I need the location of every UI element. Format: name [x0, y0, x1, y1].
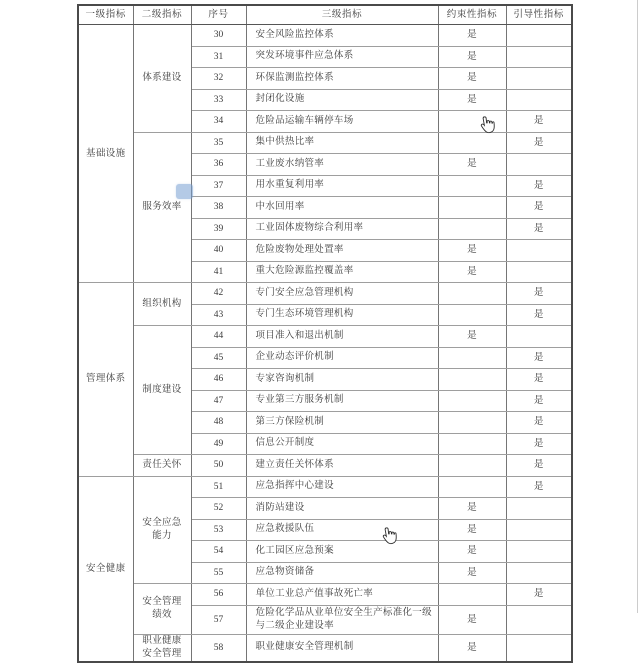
level3-indicator-cell: 专门安全应急管理机构: [246, 283, 438, 305]
level3-indicator-cell: 安全风险监控体系: [246, 25, 438, 47]
guide-indicator-cell: [506, 562, 572, 584]
level3-indicator-cell: 职业健康安全管理机制: [246, 634, 438, 662]
level3-indicator-cell: 项目准入和退出机制: [246, 326, 438, 348]
overlay-badge: [176, 184, 193, 199]
constraint-indicator-cell: [438, 197, 506, 219]
constraint-indicator-cell: 是: [438, 605, 506, 634]
level3-indicator-cell: 建立责任关怀体系: [246, 455, 438, 477]
constraint-indicator-cell: 是: [438, 154, 506, 176]
guide-indicator-cell: 是: [506, 390, 572, 412]
guide-indicator-cell: 是: [506, 433, 572, 455]
guide-indicator-cell: [506, 240, 572, 262]
table-row: [78, 326, 572, 348]
guide-indicator-cell: [506, 519, 572, 541]
row-number-cell: 42: [191, 283, 246, 305]
constraint-indicator-cell: [438, 412, 506, 434]
level3-indicator-cell: 单位工业总产值事故死亡率: [246, 584, 438, 606]
level2-indicator-cell: 责任关怀: [133, 455, 191, 477]
constraint-indicator-cell: [438, 175, 506, 197]
row-number-cell: 57: [191, 605, 246, 634]
row-number-cell: 37: [191, 175, 246, 197]
guide-indicator-cell: 是: [506, 218, 572, 240]
level3-indicator-cell: 危险品运输车辆停车场: [246, 111, 438, 133]
guide-indicator-cell: 是: [506, 132, 572, 154]
row-number-cell: 44: [191, 326, 246, 348]
column-header: 引导性指标: [506, 5, 572, 25]
level3-indicator-cell: 工业废水纳管率: [246, 154, 438, 176]
constraint-indicator-cell: [438, 111, 506, 133]
level3-indicator-cell: 专业第三方服务机制: [246, 390, 438, 412]
row-number-cell: 30: [191, 25, 246, 47]
level1-indicator-cell: 管理体系: [78, 283, 133, 477]
constraint-indicator-cell: 是: [438, 326, 506, 348]
constraint-indicator-cell: [438, 390, 506, 412]
level3-indicator-cell: 工业固体废物综合利用率: [246, 218, 438, 240]
constraint-indicator-cell: 是: [438, 562, 506, 584]
constraint-indicator-cell: [438, 433, 506, 455]
table-row: [78, 455, 572, 477]
row-number-cell: 47: [191, 390, 246, 412]
constraint-indicator-cell: 是: [438, 240, 506, 262]
level3-indicator-cell: 专家咨询机制: [246, 369, 438, 391]
level3-indicator-cell: 信息公开制度: [246, 433, 438, 455]
row-number-cell: 43: [191, 304, 246, 326]
row-number-cell: 39: [191, 218, 246, 240]
row-number-cell: 31: [191, 46, 246, 68]
guide-indicator-cell: 是: [506, 347, 572, 369]
guide-indicator-cell: 是: [506, 283, 572, 305]
guide-indicator-cell: 是: [506, 476, 572, 498]
guide-indicator-cell: 是: [506, 455, 572, 477]
level2-indicator-cell: 组织机构: [133, 283, 191, 326]
guide-indicator-cell: [506, 154, 572, 176]
guide-indicator-cell: [506, 89, 572, 111]
level3-indicator-cell: 突发环境事件应急体系: [246, 46, 438, 68]
constraint-indicator-cell: 是: [438, 261, 506, 283]
table-row: [78, 634, 572, 662]
level3-indicator-cell: 专门生态环境管理机构: [246, 304, 438, 326]
level3-indicator-cell: 化工园区应急预案: [246, 541, 438, 563]
row-number-cell: 48: [191, 412, 246, 434]
row-number-cell: 52: [191, 498, 246, 520]
column-header: 一级指标: [78, 5, 133, 25]
guide-indicator-cell: 是: [506, 304, 572, 326]
level3-indicator-cell: 应急指挥中心建设: [246, 476, 438, 498]
level3-indicator-cell: 危险废物处理处置率: [246, 240, 438, 262]
level3-indicator-cell: 重大危险源监控覆盖率: [246, 261, 438, 283]
level3-indicator-cell: 用水重复利用率: [246, 175, 438, 197]
constraint-indicator-cell: [438, 369, 506, 391]
constraint-indicator-cell: 是: [438, 541, 506, 563]
level1-indicator-cell: 安全健康: [78, 476, 133, 662]
level3-indicator-cell: 企业动态评价机制: [246, 347, 438, 369]
level3-indicator-cell: 集中供热比率: [246, 132, 438, 154]
row-number-cell: 54: [191, 541, 246, 563]
constraint-indicator-cell: 是: [438, 498, 506, 520]
guide-indicator-cell: [506, 634, 572, 662]
row-number-cell: 53: [191, 519, 246, 541]
guide-indicator-cell: [506, 541, 572, 563]
constraint-indicator-cell: [438, 347, 506, 369]
row-number-cell: 55: [191, 562, 246, 584]
guide-indicator-cell: [506, 326, 572, 348]
column-header: 约束性指标: [438, 5, 506, 25]
constraint-indicator-cell: 是: [438, 25, 506, 47]
guide-indicator-cell: [506, 25, 572, 47]
level3-indicator-cell: 第三方保险机制: [246, 412, 438, 434]
level2-indicator-cell: 体系建设: [133, 25, 191, 133]
row-number-cell: 56: [191, 584, 246, 606]
column-header: 三级指标: [246, 5, 438, 25]
constraint-indicator-cell: 是: [438, 68, 506, 90]
level3-indicator-cell: 中水回用率: [246, 197, 438, 219]
table-row: [78, 25, 572, 47]
level3-indicator-cell: 环保监测监控体系: [246, 68, 438, 90]
level2-indicator-cell: 职业健康安全管理: [133, 634, 191, 662]
row-number-cell: 51: [191, 476, 246, 498]
guide-indicator-cell: 是: [506, 197, 572, 219]
indicator-table: [77, 4, 573, 663]
level2-indicator-cell: 服务效率: [133, 132, 191, 283]
row-number-cell: 32: [191, 68, 246, 90]
table-row: [78, 132, 572, 154]
row-number-cell: 58: [191, 634, 246, 662]
guide-indicator-cell: [506, 605, 572, 634]
row-number-cell: 35: [191, 132, 246, 154]
row-number-cell: 38: [191, 197, 246, 219]
header-row: [78, 5, 572, 25]
level3-indicator-cell: 消防站建设: [246, 498, 438, 520]
row-number-cell: 34: [191, 111, 246, 133]
guide-indicator-cell: [506, 498, 572, 520]
level2-indicator-cell: 安全管理绩效: [133, 584, 191, 635]
constraint-indicator-cell: 是: [438, 519, 506, 541]
guide-indicator-cell: [506, 68, 572, 90]
page-edge-line: [637, 0, 638, 613]
constraint-indicator-cell: [438, 476, 506, 498]
level3-indicator-cell: 危险化学品从业单位安全生产标准化一级与二级企业建设率: [246, 605, 438, 634]
constraint-indicator-cell: [438, 455, 506, 477]
constraint-indicator-cell: 是: [438, 89, 506, 111]
level2-indicator-cell: 安全应急能力: [133, 476, 191, 584]
level3-indicator-cell: 封闭化设施: [246, 89, 438, 111]
row-number-cell: 50: [191, 455, 246, 477]
row-number-cell: 33: [191, 89, 246, 111]
constraint-indicator-cell: 是: [438, 46, 506, 68]
guide-indicator-cell: 是: [506, 369, 572, 391]
level2-indicator-cell: 制度建设: [133, 326, 191, 455]
row-number-cell: 36: [191, 154, 246, 176]
row-number-cell: 49: [191, 433, 246, 455]
guide-indicator-cell: 是: [506, 175, 572, 197]
constraint-indicator-cell: [438, 218, 506, 240]
constraint-indicator-cell: [438, 304, 506, 326]
row-number-cell: 40: [191, 240, 246, 262]
constraint-indicator-cell: 是: [438, 634, 506, 662]
table-row: [78, 584, 572, 606]
level3-indicator-cell: 应急救援队伍: [246, 519, 438, 541]
guide-indicator-cell: [506, 261, 572, 283]
guide-indicator-cell: 是: [506, 412, 572, 434]
constraint-indicator-cell: [438, 584, 506, 606]
table-body: [78, 25, 572, 662]
table-header: [78, 5, 572, 25]
row-number-cell: 41: [191, 261, 246, 283]
column-header: 序号: [191, 5, 246, 25]
column-header: 二级指标: [133, 5, 191, 25]
level1-indicator-cell: 基础设施: [78, 25, 133, 283]
table-row: [78, 283, 572, 305]
row-number-cell: 45: [191, 347, 246, 369]
row-number-cell: 46: [191, 369, 246, 391]
constraint-indicator-cell: [438, 283, 506, 305]
guide-indicator-cell: 是: [506, 584, 572, 606]
constraint-indicator-cell: [438, 132, 506, 154]
table-row: [78, 476, 572, 498]
guide-indicator-cell: [506, 46, 572, 68]
level3-indicator-cell: 应急物资储备: [246, 562, 438, 584]
guide-indicator-cell: 是: [506, 111, 572, 133]
